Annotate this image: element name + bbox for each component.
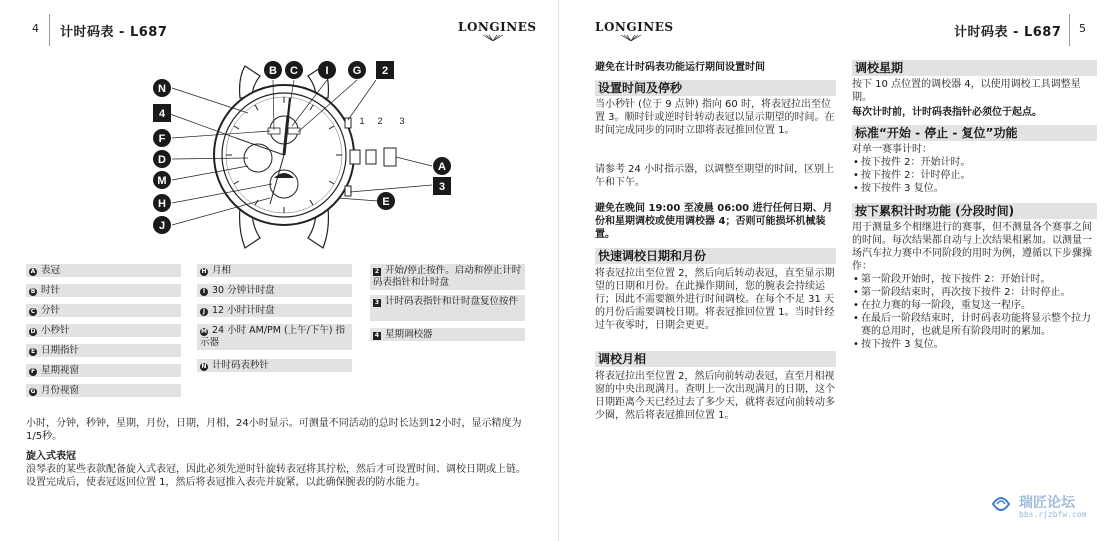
label-3: 3 bbox=[438, 181, 446, 193]
screw-crown-paragraph: 浪琴表的某些表款配备旋入式表冠，因此必须先逆时针旋转表冠将其拧松，然后才可设置时间、调校日期或上链。设置完成后，使表冠返回位置 1，然后将表冠推入表壳并旋紧，以此确保腕表的防水能力。 bbox=[26, 464, 526, 488]
legend-item: H 月相 bbox=[197, 264, 352, 277]
label-c: C bbox=[290, 65, 298, 77]
cumulative-intro: 用于测量多个相继进行的赛事，但不测量各个赛事之间的时间。每次结果都自动与上次结果相累加。以测量一场汽车拉力赛中不同阶段的用时为例，遵循以下步骤操作： bbox=[852, 222, 1092, 272]
page-title: 计时码表 - L687 bbox=[60, 25, 168, 40]
left-page bbox=[0, 0, 558, 541]
crown-position-2: 2 bbox=[377, 116, 383, 126]
section-heading: 标准“开始 - 停止 - 复位”功能 bbox=[852, 125, 1097, 141]
label-e: E bbox=[382, 196, 390, 208]
section-heading: 按下累积计时功能 (分段时间) bbox=[852, 203, 1097, 219]
label-2: 2 bbox=[381, 65, 389, 77]
legend-item: E 日期指针 bbox=[26, 344, 181, 357]
list-item: • 第一阶段结束时，再次按下按件 2：计时停止。 bbox=[852, 286, 1098, 299]
warning-night: 避免在晚间 19:00 至凌晨 06:00 进行任何日期、月份和星期调校或使用调校器 4；否则可能损坏机械装置。 bbox=[595, 203, 833, 240]
section-heading: 设置时间及停秒 bbox=[595, 80, 836, 96]
legend-item: J 12 小时计时盘 bbox=[197, 304, 352, 317]
legend-item: F 星期视窗 bbox=[26, 364, 181, 377]
section-heading: 快速调校日期和月份 bbox=[595, 248, 836, 264]
brand-logo: LONGINES bbox=[595, 20, 674, 34]
page-title: 计时码表 - L687 bbox=[954, 25, 1062, 40]
legend-item: I 30 分钟计时盘 bbox=[197, 284, 352, 297]
standard-intro: 对单一赛事计时： bbox=[852, 144, 932, 155]
legend-item: 3 计时码表指针和计时盘复位按件 bbox=[370, 295, 525, 321]
label-g: G bbox=[352, 65, 362, 77]
label-d: D bbox=[158, 154, 166, 166]
legend-item: N 计时码表秒针 bbox=[197, 359, 352, 372]
brand-logo: LONGINES bbox=[458, 20, 537, 34]
section-heading: 调校星期 bbox=[852, 60, 1097, 76]
list-item: • 在拉力赛的每一阶段，重复这一程序。 bbox=[852, 299, 1098, 312]
label-h: H bbox=[158, 198, 166, 210]
standard-steps bbox=[852, 156, 1098, 195]
list-item: • 第一阶段开始时，按下按件 2：开始计时。 bbox=[852, 273, 1098, 286]
forum-logo-icon bbox=[987, 490, 1015, 518]
screw-crown-heading: 旋入式表冠 bbox=[26, 451, 76, 462]
watermark bbox=[987, 488, 1107, 524]
legend-item: 2 开始/停止按件。启动和停止计时码表指针和计时盘 bbox=[370, 264, 525, 290]
ref-24h-paragraph: 请参考 24 小时指示器，以调整至期望的时间，区别上午和下午。 bbox=[595, 164, 835, 188]
label-n: N bbox=[158, 83, 166, 95]
page-number: 4 bbox=[32, 22, 39, 35]
legend-item: M 24 小时 AM/PM (上午/下午) 指示器 bbox=[197, 324, 352, 350]
weekday-paragraph: 按下 10 点位置的调校器 4，以使用调校工具调整星期。 bbox=[852, 79, 1081, 103]
label-a: A bbox=[438, 161, 446, 173]
watermark-title: 瑞匠论坛 bbox=[1019, 495, 1075, 511]
cumulative-steps bbox=[852, 273, 1098, 351]
moon-paragraph: 将表冠拉出至位置 2，然后向前转动表冠，直至月相视窗的中央出现满月。查明上一次出现满月的日期，这个日期距离今天已经过去了多少天，就将表冠向前转动多少圈，然后将表冠推回位置 1。 bbox=[595, 371, 835, 421]
crown-position-1: 1 bbox=[359, 116, 365, 126]
quick-date-paragraph: 将表冠拉出至位置 2，然后向后转动表冠，直至显示期望的日期和月份。在此操作期间，您的腕表会持续运行；因此不需要额外进行时间调校。在每个不足 31 天的月份后需要调校日期。将表冠推回位置 1。当时针经过午夜零时，日期会更更。 bbox=[595, 268, 835, 331]
label-j: J bbox=[158, 220, 166, 232]
right-page bbox=[559, 0, 1117, 541]
label-f: F bbox=[158, 133, 166, 145]
list-item: • 按下按件 3 复位。 bbox=[852, 338, 1098, 351]
section-heading: 调校月相 bbox=[595, 351, 836, 367]
crown-position-3: 3 bbox=[399, 116, 405, 126]
legend-item: C 分针 bbox=[26, 304, 181, 317]
set-time-paragraph: 当小秒针 (位于 9 点钟) 指向 60 时，将表冠拉出至位置 3。顺时针或逆时针转动表冠以显示期望的时间。在时间完成同步的同时立即将表冠推回位置 1。 bbox=[595, 99, 835, 136]
legend-item: D 小秒针 bbox=[26, 324, 181, 337]
legend-item: 4 星期调校器 bbox=[370, 328, 525, 341]
weekday-note: 每次计时前，计时码表指针必须位于起点。 bbox=[852, 107, 1042, 118]
legend-item: G 月份视窗 bbox=[26, 384, 181, 397]
header-rule bbox=[1069, 14, 1070, 46]
watch-diagram bbox=[140, 58, 470, 258]
warning-top: 避免在计时码表功能运行期间设置时间 bbox=[595, 62, 765, 73]
page-number: 5 bbox=[1079, 22, 1086, 35]
legend-item: A 表冠 bbox=[26, 264, 181, 277]
list-item: • 在最后一阶段结束时，计时码表功能将显示整个拉力赛的总用时，也就是所有阶段用时的累加。 bbox=[852, 312, 1098, 338]
legend-item: B 时针 bbox=[26, 284, 181, 297]
list-item: • 按下按件 2：开始计时。 bbox=[852, 156, 1098, 169]
label-i: I bbox=[325, 65, 329, 77]
label-4: 4 bbox=[158, 108, 166, 120]
wings-icon bbox=[481, 34, 505, 42]
list-item: • 按下按件 2：计时停止。 bbox=[852, 169, 1098, 182]
label-b: B bbox=[269, 65, 277, 77]
wings-icon bbox=[619, 34, 643, 42]
label-m: M bbox=[157, 175, 167, 187]
watermark-url: bbs.rjzbfw.com bbox=[1019, 510, 1087, 519]
header-rule bbox=[49, 14, 50, 46]
list-item: • 按下按件 3 复位。 bbox=[852, 182, 1098, 195]
intro-paragraph: 小时，分钟，秒钟，星期，月份，日期，月相，24小时显示。可测量不同活动的总时长达到12小时，显示精度为1/5秒。 bbox=[26, 418, 522, 442]
